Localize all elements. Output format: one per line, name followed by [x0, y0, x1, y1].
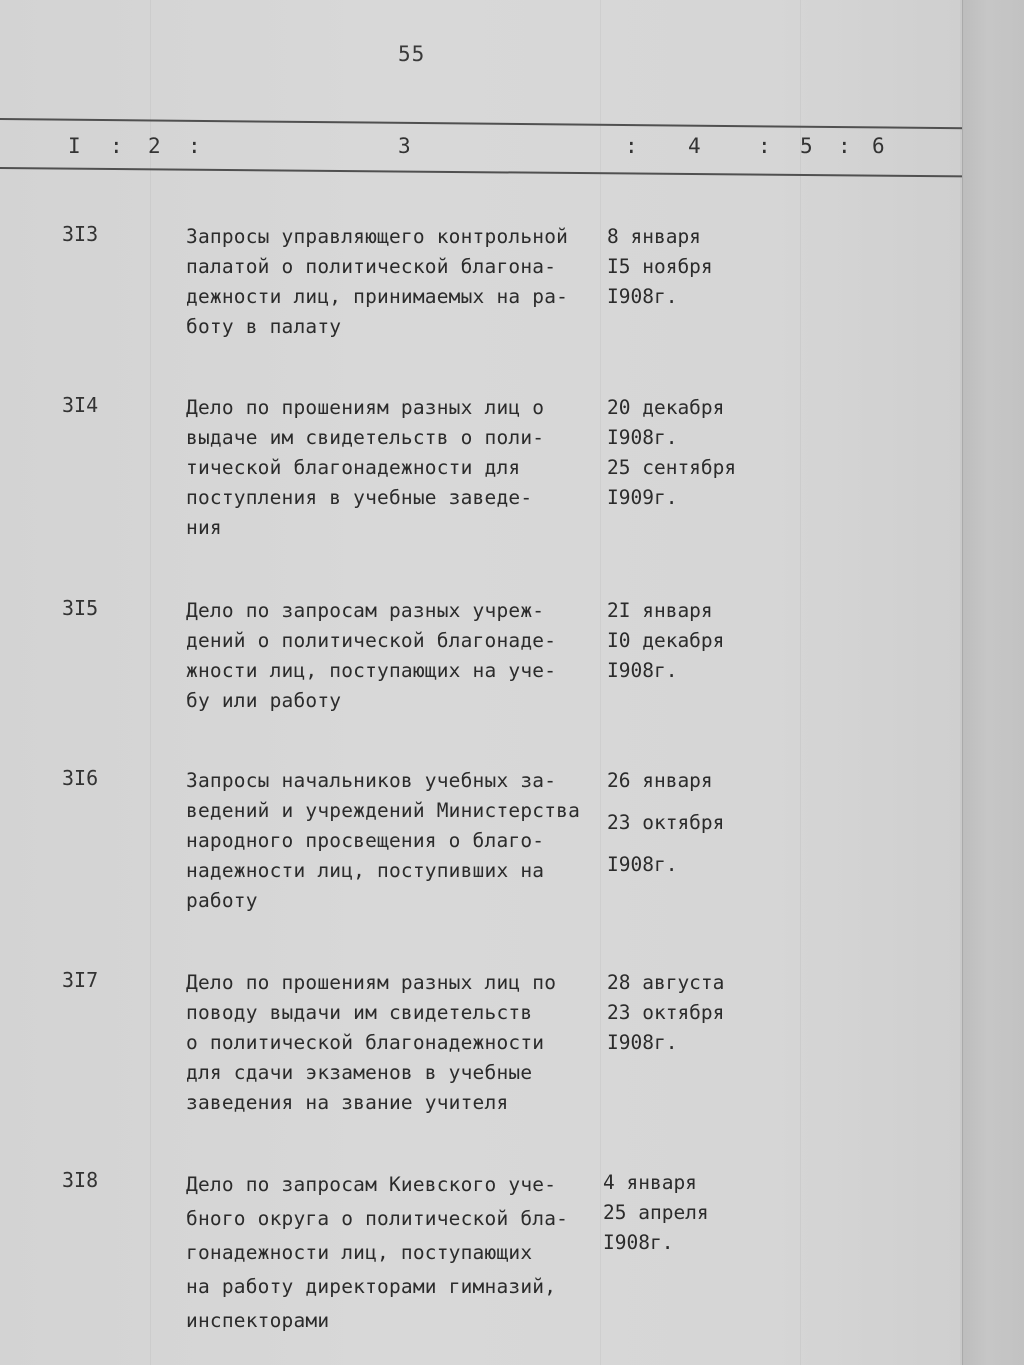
- column-header-5: 5: [800, 134, 813, 158]
- entry-number: 3I7: [62, 968, 99, 992]
- description-line: Запросы управляющего контрольной: [186, 225, 569, 248]
- entry-description: [186, 766, 611, 916]
- column-guide: [150, 0, 151, 1365]
- entry-dates: [607, 222, 767, 312]
- date-line: I0 декабря: [607, 629, 725, 652]
- entry-dates: [607, 393, 767, 513]
- date-line: 25 сентября: [607, 456, 737, 479]
- description-line: палатой о политической благона-: [186, 255, 557, 278]
- entry-dates: [607, 596, 767, 686]
- date-line: 28 августа: [607, 971, 725, 994]
- description-line: работу: [186, 889, 258, 912]
- column-guide: [800, 0, 801, 1365]
- description-line: поводу выдачи им свидетельств: [186, 1001, 533, 1024]
- date-line: I909г.: [607, 486, 678, 509]
- description-line: на работу директорами гимназий,: [186, 1275, 557, 1298]
- description-line: надежности лиц, поступивших на: [186, 859, 545, 882]
- column-header-3: 3: [398, 134, 411, 158]
- date-line: 20 декабря: [607, 396, 725, 419]
- description-line: заведения на звание учителя: [186, 1091, 509, 1114]
- description-line: Дело по прошениям разных лиц по: [186, 971, 557, 994]
- description-line: дежности лиц, принимаемых на ра-: [186, 285, 569, 308]
- description-line: жности лиц, поступающих на уче-: [186, 659, 557, 682]
- underlying-page-edge: [962, 0, 1024, 1365]
- description-line: тической благонадежности для: [186, 456, 521, 479]
- column-header-2: 2: [148, 134, 161, 158]
- entry-description: [186, 596, 611, 716]
- entry-number: 3I6: [62, 766, 99, 790]
- entry-dates: [607, 968, 767, 1058]
- description-line: поступления в учебные заведе-: [186, 486, 533, 509]
- entry-description: [186, 1168, 611, 1338]
- description-line: бу или работу: [186, 689, 342, 712]
- description-line: Дело по запросам Киевского уче-: [186, 1173, 557, 1196]
- description-line: Запросы начальников учебных за-: [186, 769, 557, 792]
- entry-dates: [603, 1168, 763, 1258]
- date-line: 4 января: [603, 1171, 697, 1194]
- column-header-6: 6: [872, 134, 885, 158]
- description-line: о политической благонадежности: [186, 1031, 545, 1054]
- date-line: 26 января: [607, 769, 713, 792]
- description-line: гонадежности лиц, поступающих: [186, 1241, 533, 1264]
- entry-description: [186, 222, 611, 342]
- column-separator: :: [188, 134, 201, 158]
- date-line: 23 октября: [607, 1001, 725, 1024]
- date-line: I908г.: [607, 285, 678, 308]
- entry-number: 3I3: [62, 222, 99, 246]
- description-line: дений о политической благонаде-: [186, 629, 557, 652]
- date-line: 8 января: [607, 225, 701, 248]
- description-line: для сдачи экзаменов в учебные: [186, 1061, 533, 1084]
- column-separator: :: [625, 134, 638, 158]
- entry-number: 3I4: [62, 393, 99, 417]
- column-header-1: I: [68, 134, 81, 158]
- date-line: I5 ноября: [607, 255, 713, 278]
- header-rule-bottom: [0, 167, 965, 177]
- date-line: I908г.: [607, 853, 678, 876]
- entry-number: 3I5: [62, 596, 99, 620]
- entry-number: 3I8: [62, 1168, 99, 1192]
- column-separator: :: [110, 134, 123, 158]
- description-line: инспекторами: [186, 1309, 330, 1332]
- entry-dates: [607, 760, 767, 886]
- date-line: I908г.: [607, 1031, 678, 1054]
- column-separator: :: [838, 134, 851, 158]
- description-line: народного просвещения о благо-: [186, 829, 545, 852]
- description-line: ния: [186, 516, 222, 539]
- date-line: I908г.: [603, 1231, 674, 1254]
- description-line: боту в палату: [186, 315, 342, 338]
- date-line: 23 октября: [607, 811, 725, 834]
- date-line: I908г.: [607, 659, 678, 682]
- page-number: 55: [398, 42, 426, 66]
- header-rule-top: [0, 118, 965, 129]
- description-line: ведений и учреждений Министерства: [186, 799, 581, 822]
- column-header-4: 4: [688, 134, 701, 158]
- date-line: 2I января: [607, 599, 713, 622]
- date-line: I908г.: [607, 426, 678, 449]
- description-line: Дело по запросам разных учреж-: [186, 599, 545, 622]
- entry-description: [186, 968, 611, 1118]
- column-separator: :: [758, 134, 771, 158]
- date-line: 25 апреля: [603, 1201, 709, 1224]
- entry-description: [186, 393, 611, 543]
- description-line: бного округа о политической бла-: [186, 1207, 569, 1230]
- description-line: Дело по прошениям разных лиц о: [186, 396, 545, 419]
- description-line: выдаче им свидетельств о поли-: [186, 426, 545, 449]
